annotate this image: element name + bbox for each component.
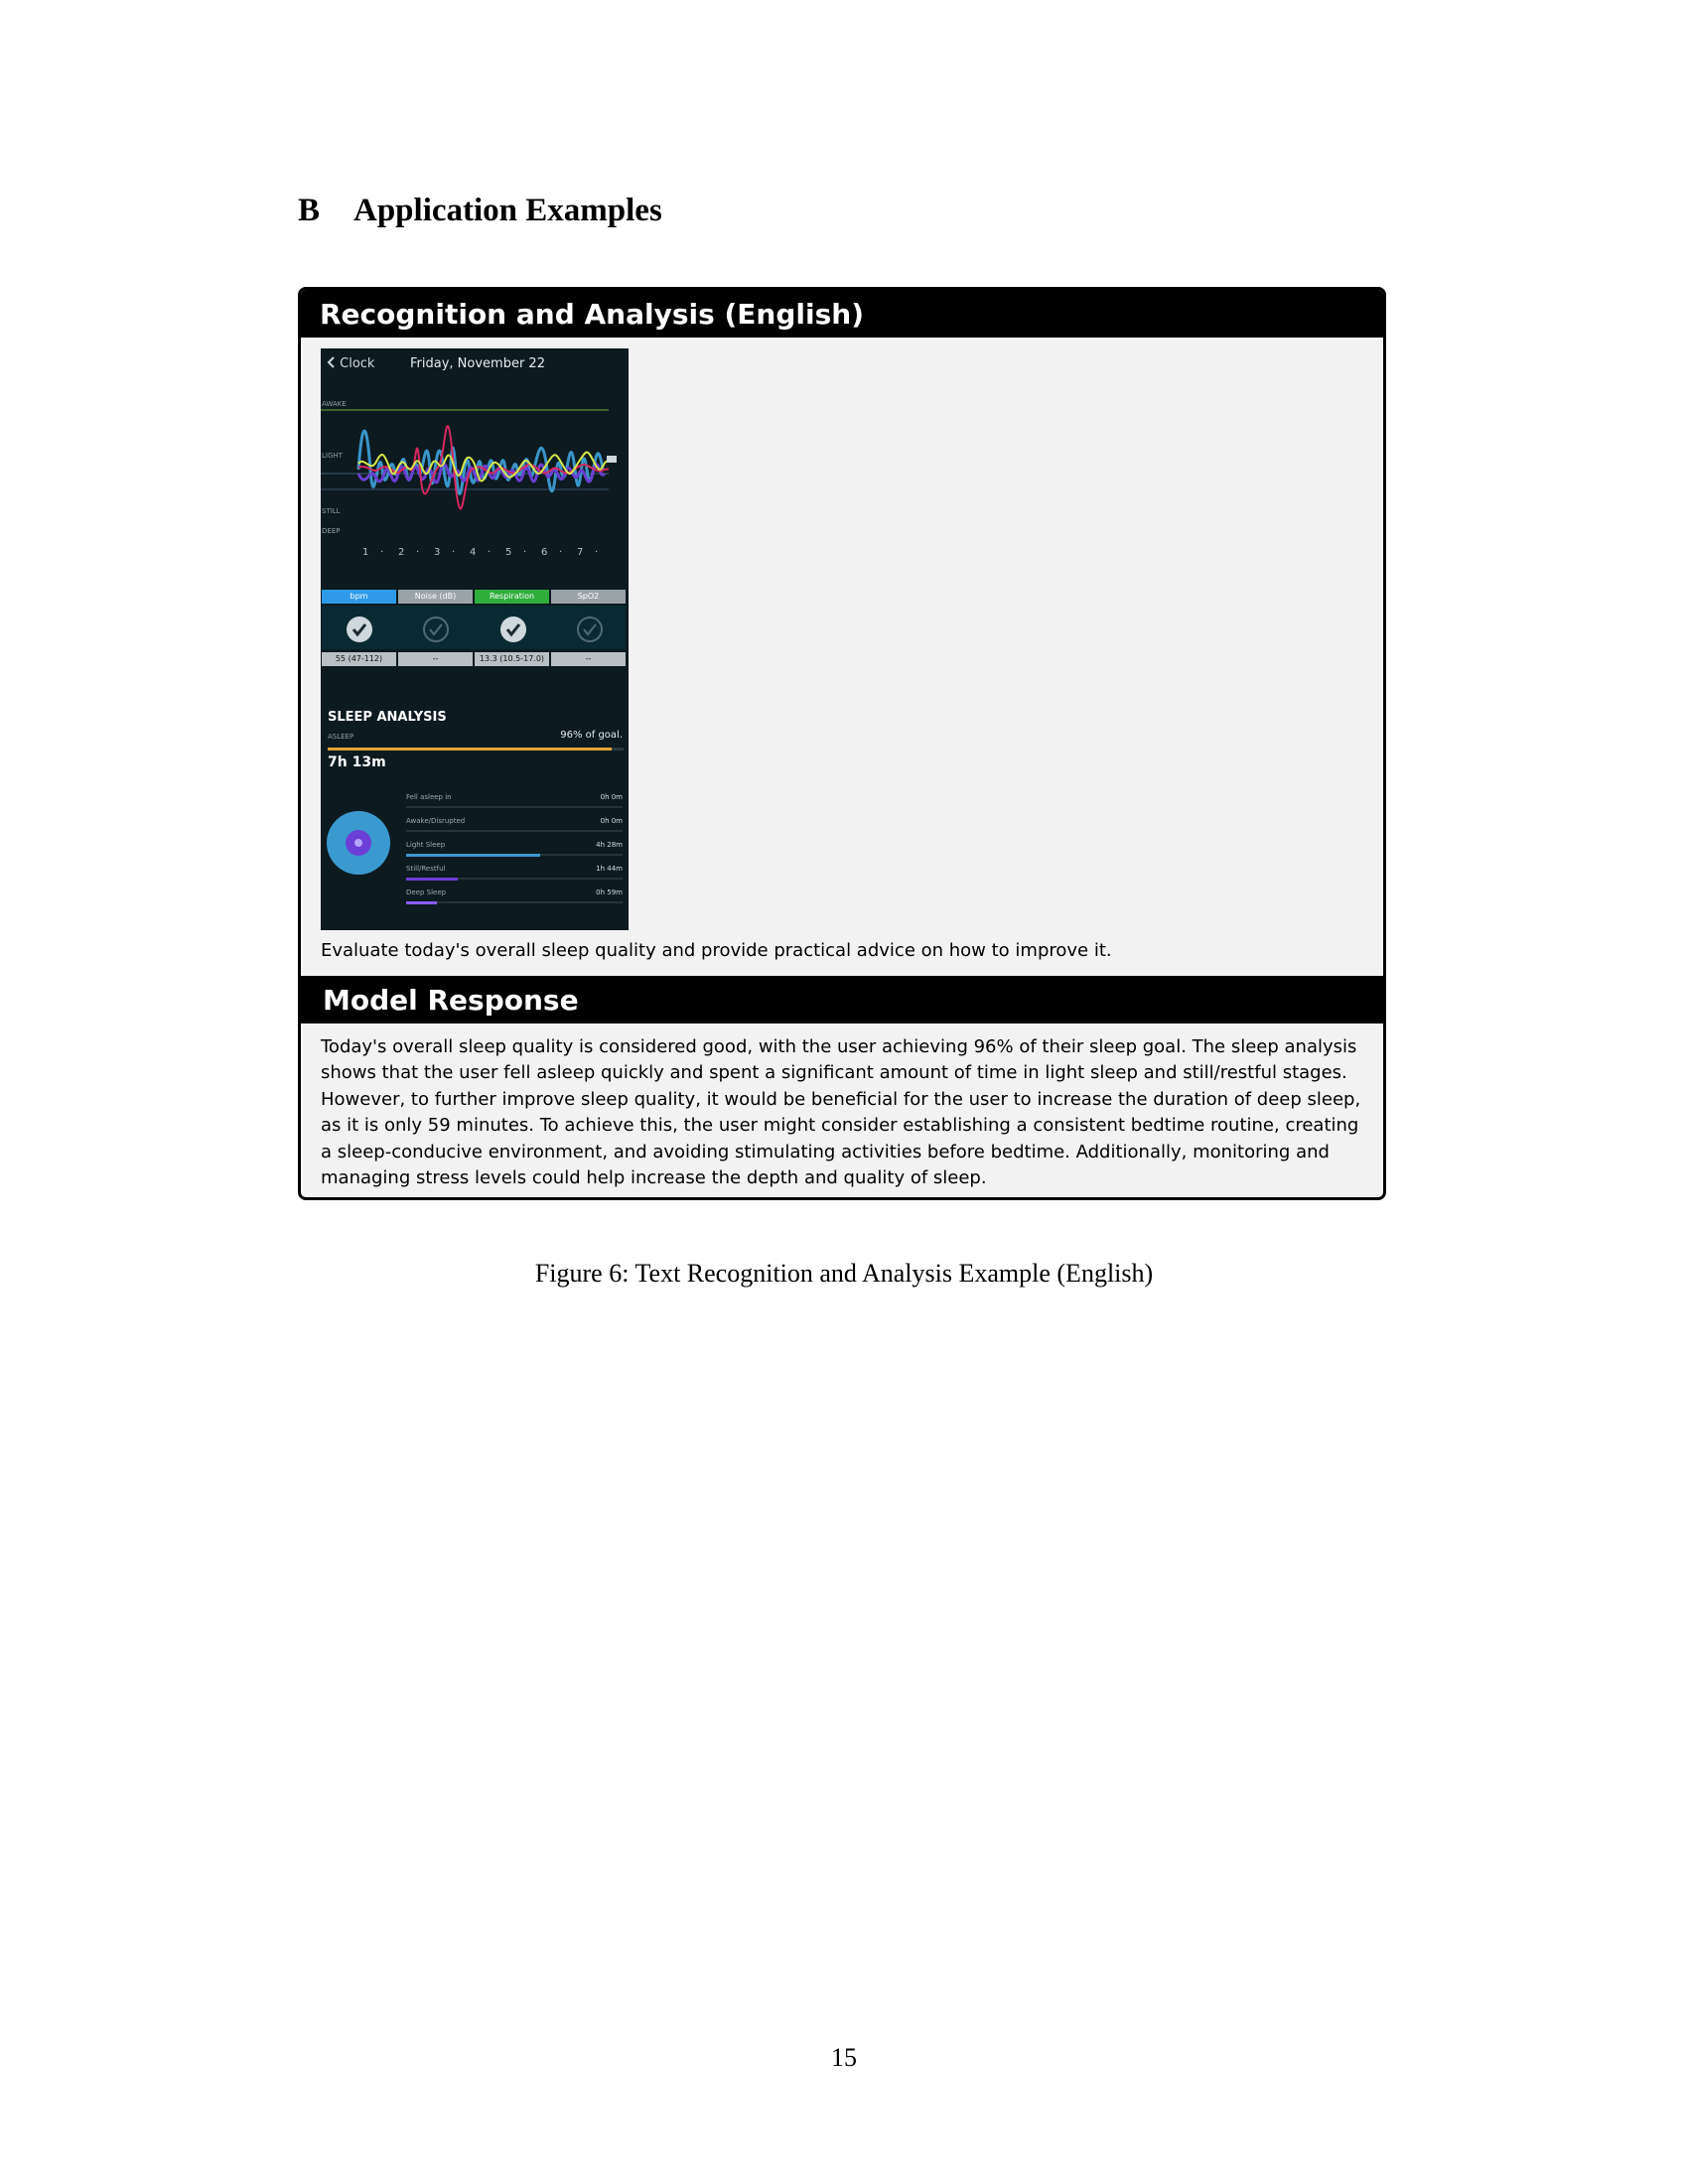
stage-label-deep: DEEP	[322, 527, 341, 535]
model-response-text: Today's overall sleep quality is considered good, with the user achieving 96% of their sleep goal. The sleep analysis shows that the user fell asleep quickly and spent a significant amount of time in light sleep and still/restful stages. However, to further improve sleep quality, it would be beneficial for the user to increase the duration of deep sleep, as it is only 59 minutes. To achieve this, the user might consider establishing a consistent bedtime routine, creating a sleep-conducive environment, and avoiding stimulating activities before bedtime. Additionally, monitoring and managing stress levels could help increase the depth and quality of sleep.	[321, 1036, 1361, 1189]
back-button[interactable]	[327, 356, 374, 371]
metric-value-noise: --	[398, 652, 473, 666]
check-icon	[576, 615, 604, 643]
graph-badge	[607, 456, 617, 463]
hour-tick: 3	[434, 547, 441, 558]
goal-progress-fill	[328, 748, 612, 751]
section-number: B	[298, 193, 321, 228]
hour-tick: ·	[416, 547, 420, 558]
metric-tab-bpm[interactable]: bpm	[322, 590, 396, 604]
check-icon	[346, 615, 373, 643]
metric-value-spo2: --	[551, 652, 626, 666]
asleep-label: ASLEEP	[328, 733, 354, 741]
metric-tab-respiration[interactable]: Respiration	[475, 590, 549, 604]
stage-row	[406, 793, 623, 813]
hour-tick: 4	[470, 547, 477, 558]
sleep-graph	[321, 378, 629, 547]
phone-date: Friday, November 22	[410, 356, 545, 371]
stage-label-still: STILL	[322, 507, 341, 515]
stage-label-light: LIGHT	[322, 452, 343, 460]
hour-tick: 7	[577, 547, 584, 558]
recognition-header: Recognition and Analysis (English)	[301, 290, 1383, 338]
stage-value: 0h 0m	[600, 793, 623, 801]
hour-tick: ·	[452, 547, 456, 558]
stage-row	[406, 888, 623, 908]
metric-value-respiration: 13.3 (10.5-17.0)	[475, 652, 549, 666]
chevron-left-icon	[327, 356, 336, 368]
series-blue	[358, 431, 603, 493]
goal-text: 96% of goal.	[560, 730, 623, 741]
stage-fill	[406, 854, 540, 857]
hour-tick: 5	[505, 547, 512, 558]
hour-tick: 1	[362, 547, 369, 558]
hour-tick: 2	[398, 547, 405, 558]
stage-label: Fell asleep in	[406, 793, 452, 801]
phone-nav-bar	[321, 348, 629, 380]
stage-label: Light Sleep	[406, 841, 446, 849]
stage-track	[406, 901, 623, 903]
stage-label: Awake/Disrupted	[406, 817, 466, 825]
model-response-header: Model Response	[301, 976, 1383, 1024]
figure-frame	[298, 287, 1386, 1200]
stage-value: 0h 0m	[600, 817, 623, 825]
hour-tick: ·	[595, 547, 599, 558]
stage-track	[406, 806, 623, 808]
metric-tab-spo2[interactable]: SpO2	[551, 590, 626, 604]
metric-value-bpm: 55 (47-112)	[322, 652, 396, 666]
hour-tick: 6	[541, 547, 548, 558]
stage-label-awake: AWAKE	[322, 400, 347, 408]
stage-label: Still/Restful	[406, 865, 446, 873]
stage-fill	[406, 901, 437, 904]
back-label: Clock	[340, 356, 375, 371]
sleep-donut-core	[354, 839, 362, 847]
section-heading	[298, 193, 662, 229]
stage-value: 1h 44m	[596, 865, 623, 873]
hour-tick: ·	[380, 547, 384, 558]
phone-screenshot	[321, 348, 629, 930]
stage-fill	[406, 878, 458, 881]
user-prompt: Evaluate today's overall sleep quality and provide practical advice on how to improve it.	[321, 940, 1112, 961]
sleep-analysis-title: SLEEP ANALYSIS	[328, 710, 447, 725]
figure-caption: Figure 6: Text Recognition and Analysis Example (English)	[534, 1259, 1154, 1288]
stage-label: Deep Sleep	[406, 888, 447, 896]
stage-value: 4h 28m	[596, 841, 623, 849]
hour-tick: ·	[488, 547, 492, 558]
stage-row	[406, 865, 623, 885]
hour-tick: ·	[559, 547, 563, 558]
asleep-total: 7h 13m	[328, 754, 386, 770]
stage-row	[406, 817, 623, 837]
stage-track	[406, 830, 623, 832]
metric-tab-noise[interactable]: Noise (dB)	[398, 590, 473, 604]
page-number: 15	[831, 2043, 857, 2072]
hour-tick: ·	[523, 547, 527, 558]
stage-value: 0h 59m	[596, 888, 623, 896]
section-title: Application Examples	[353, 193, 662, 228]
check-icon	[422, 615, 450, 643]
check-icon	[499, 615, 527, 643]
stage-row	[406, 841, 623, 861]
